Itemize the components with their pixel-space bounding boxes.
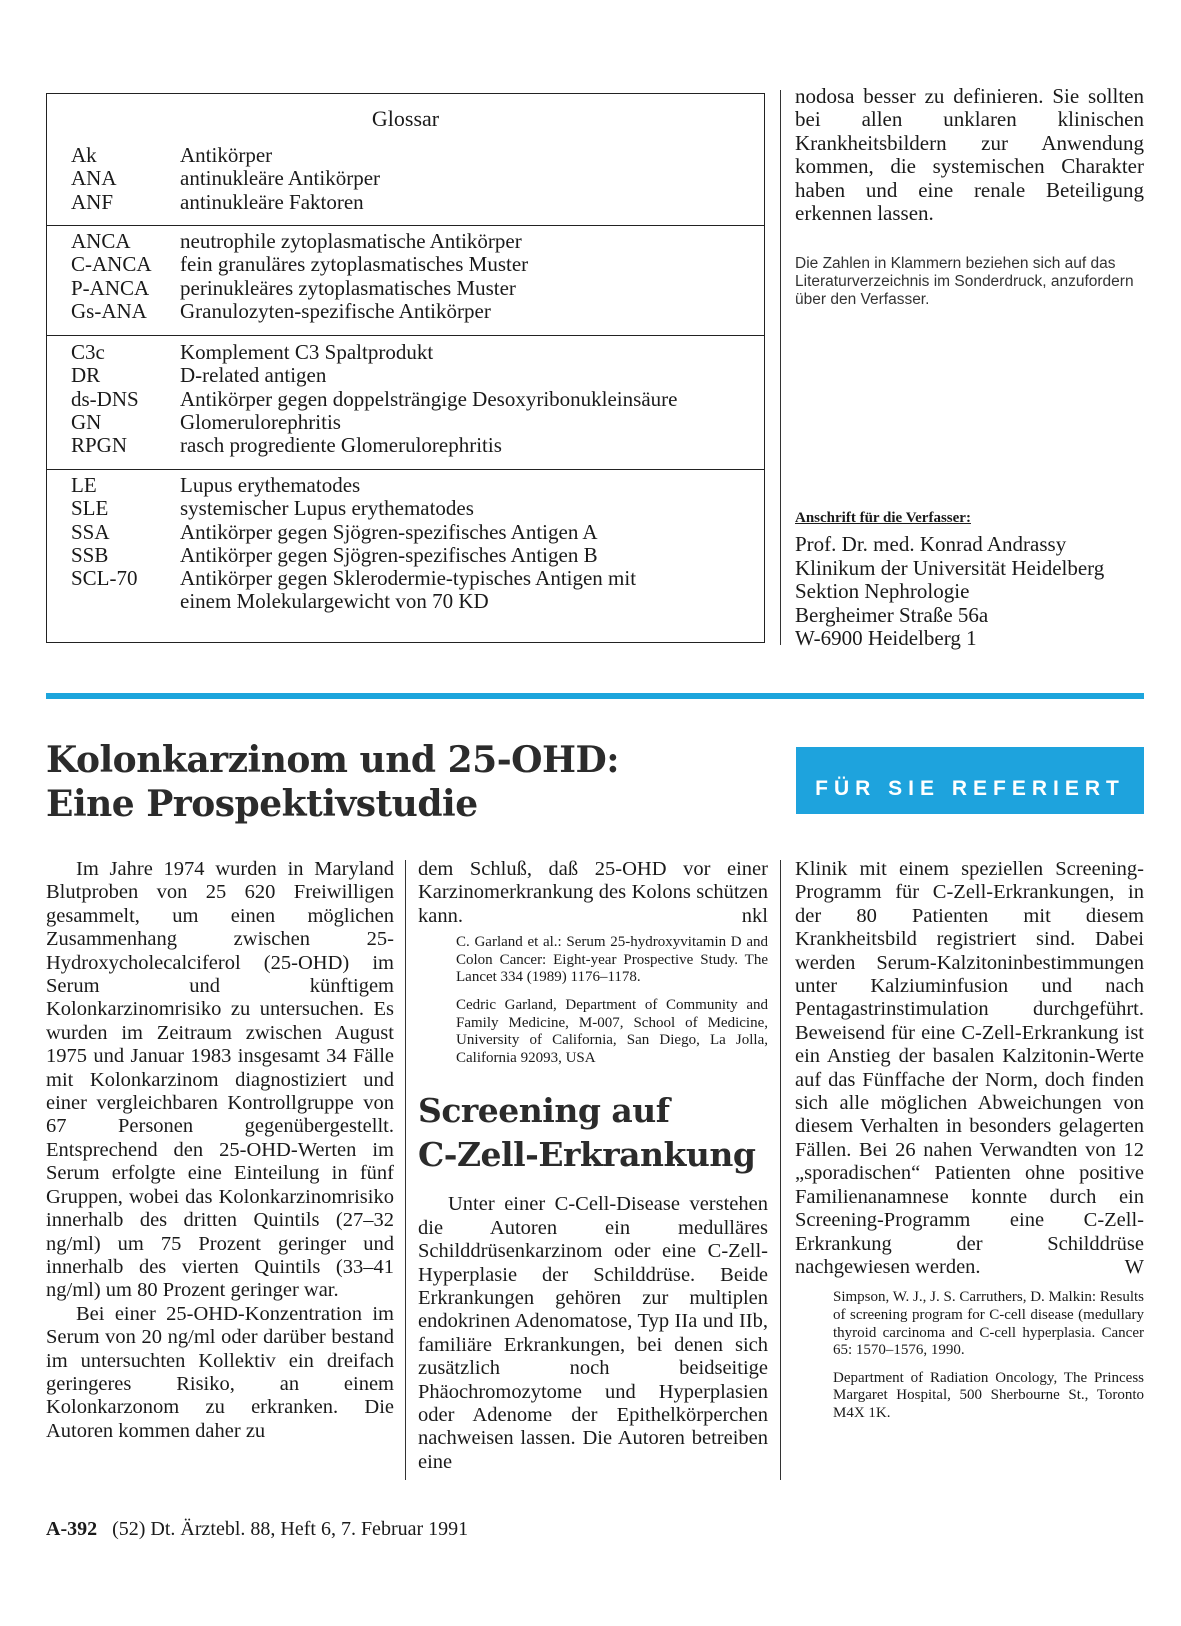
section-badge-label: FÜR SIE REFERIERT (815, 777, 1125, 800)
article-2-column-3 (795, 858, 1144, 1422)
section-divider (46, 693, 1144, 699)
glossary-def: rasch progrediente Glomerulorephritis (180, 433, 502, 458)
section-badge (796, 747, 1144, 814)
column-rule (780, 860, 781, 1480)
author-initials: W (1124, 1255, 1144, 1278)
glossary-entry (47, 300, 764, 323)
article-1-headline (46, 738, 619, 826)
author-address (795, 510, 1144, 651)
glossary-entry (47, 388, 764, 411)
glossary-entry (47, 590, 764, 613)
glossary-def: Komplement C3 Spaltprodukt (180, 340, 434, 364)
literature-note: Die Zahlen in Klammern beziehen sich auf das Literaturverzeichnis im Sonderdruck, anzufordern über den Verfasser. (795, 255, 1134, 308)
glossary-entry (47, 191, 764, 214)
continued-paragraph: nodosa besser zu definieren. Sie sollten bei allen unklaren klinischen Krankheitsbildern zur Anwendung kommen, die systemischen Charakter haben und eine renale Beteiligung erkennen lassen. (795, 84, 1144, 226)
glossary-abbr: LE (71, 473, 97, 497)
glossary-title: Glossar (371, 106, 440, 131)
address-line: W-6900 Heidelberg 1 (795, 626, 977, 650)
address-line: Sektion Nephrologie (795, 579, 970, 603)
reference-affiliation: Cedric Garland, Department of Community and Family Medicine, M-007, School of Medicine, University of California, San Diego, La Jolla, California 92093, USA (456, 997, 768, 1066)
glossary-def: perinukleäres zytoplasmatisches Muster (180, 275, 516, 300)
glossary-abbr: GN (71, 409, 102, 434)
glossary-group-3 (47, 341, 764, 457)
reference: C. Garland et al.: Serum 25-hydroxyvitamin D and Colon Cancer: Eight-year Prospective Study. The Lancet 334 (1989) 1176–1178. (456, 934, 768, 986)
article-1-column-2 (418, 858, 768, 1474)
glossary-abbr: SLE (71, 496, 109, 521)
glossary-abbr: ANCA (71, 229, 131, 253)
glossary-def: Glomerulorephritis (180, 409, 341, 434)
headline-line: Kolonkarzinom und 25-OHD: (46, 739, 620, 781)
page-number: A-392 (46, 1518, 98, 1540)
glossary-abbr: Gs-ANA (71, 298, 147, 323)
glossary-abbr: ds-DNS (71, 386, 139, 411)
glossary-entry (47, 230, 764, 253)
glossary-abbr: P-ANCA (71, 275, 150, 300)
reference-affiliation: Department of Radiation Oncology, The Princess Margaret Hospital, 500 Sherbourne St., Toronto M4X 1K. (833, 1369, 1144, 1421)
glossary-abbr: C-ANCA (71, 252, 152, 277)
glossary-abbr: SSA (71, 519, 110, 544)
glossary-abbr: ANA (71, 166, 117, 191)
body-paragraph: Bei einer 25-OHD-Konzentration im Serum von 20 ng/ml oder darüber bestand im untersuchten Kollektiv ein dreifach geringeres Risiko, an einem Kolonkarzonom zu erkranken. Die Autoren kommen daher zu (46, 1302, 394, 1442)
glossary-entry (47, 364, 764, 387)
glossary-entry (47, 521, 764, 544)
glossary-divider (47, 335, 764, 336)
article-2-headline (418, 1089, 768, 1177)
address-heading: Anschrift für die Verfasser: (795, 510, 971, 526)
glossary-entry (47, 411, 764, 434)
glossary-entry (47, 144, 764, 167)
glossary-def: systemischer Lupus erythematodes (180, 496, 474, 521)
glossary-def: Granulozyten-spezifische Antikörper (180, 298, 491, 323)
glossary-def: antinukleäre Faktoren (180, 189, 364, 214)
page-footer (46, 1518, 468, 1541)
body-paragraph: Klinik mit einem speziellen Screening-Programm für C-Zell-Erkrankungen, in der 80 Patienten mit diesem Krankheitsbild registriert sind. Dabei werden Serum-Kalzitoninbestimmungen unter Kalziuminfusion und nach Pentagastrinstimulation durchgeführt. Beweisend für eine C-Zell-Erkrankung ist ein Anstieg der basalen Kalzitonin-Werte auf das Fünffache der Norm, doch finden sich alle möglichen Abweichungen von diesem Verhalten in besonders gelagerten Fällen. Bei 26 nahen Verwandten von 12 „sporadischen“ Patienten ohne positive Familienanamnese konnte durch ein Screening-Programm eine C-Zell-Erkrankung der Schilddrüse nachgewiesen werden. (795, 858, 1144, 1278)
glossary-entry (47, 497, 764, 520)
glossary-entry (47, 567, 764, 590)
glossary-def: D-related antigen (180, 363, 327, 388)
glossary-group-4 (47, 474, 764, 614)
headline-line: C-Zell-Erkrankung (418, 1135, 756, 1175)
glossary-divider (47, 469, 764, 470)
glossary-abbr: SCL-70 (71, 566, 138, 591)
column-rule (405, 860, 406, 1480)
glossary-box (46, 93, 765, 643)
glossary-abbr: RPGN (71, 433, 128, 458)
address-line: Klinikum der Universität Heidelberg (795, 555, 1105, 580)
address-line: Prof. Dr. med. Konrad Andrassy (795, 532, 1067, 556)
glossary-def: antinukleäre Antikörper (180, 166, 381, 191)
headline-line: Eine Prospektivstudie (46, 783, 478, 825)
glossary-def: Lupus erythematodes (180, 473, 361, 497)
glossary-def: einem Molekulargewicht von 70 KD (180, 589, 489, 614)
journal-citation: (52) Dt. Ärztebl. 88, Heft 6, 7. Februar 1991 (112, 1518, 469, 1540)
body-paragraph: dem Schluß, daß 25-OHD vor einer Karzinomerkrankung des Kolons schützen kann. (418, 858, 768, 927)
glossary-entry (47, 474, 764, 497)
body-paragraph: Unter einer C-Cell-Disease verstehen die Autoren ein medulläres Schilddrüsenkarzinom oder eine C-Zell-Hyperplasie der Schilddrüse. Beide Erkrankungen gehören zur multiplen endokrinen Adenomatose, Typ IIa und IIb, familiäre Erkrankungen, bei denen sich zusätzlich noch beidseitige Phäochromozytome und Hyperplasien oder Adenome der Epithelkörperchen nachweisen lassen. Die Autoren betreiben eine (418, 1193, 768, 1473)
glossary-abbr: Ak (71, 143, 97, 167)
glossary-group-1 (47, 144, 764, 214)
glossary-def: fein granuläres zytoplasmatisches Muster (180, 252, 529, 277)
glossary-group-2 (47, 230, 764, 323)
glossary-divider (47, 225, 764, 226)
glossary-def: Antikörper gegen Sjögren-spezifisches Antigen A (180, 519, 598, 544)
glossary-entry (47, 434, 764, 457)
glossary-def: Antikörper gegen Sklerodermie-typisches Antigen mit (180, 566, 637, 591)
glossary-abbr: C3c (71, 340, 105, 364)
author-initials: nkl (741, 904, 768, 927)
glossary-entry (47, 277, 764, 300)
glossary-entry (47, 253, 764, 276)
address-line: Bergheimer Straße 56a (795, 602, 989, 627)
article-1-column-1 (46, 858, 394, 1443)
glossary-def: Antikörper gegen Sjögren-spezifisches Antigen B (180, 542, 598, 567)
glossary-abbr: ANF (71, 189, 114, 214)
glossary-entry (47, 341, 764, 364)
glossary-entry (47, 544, 764, 567)
glossary-abbr: DR (71, 363, 101, 388)
reference: Simpson, W. J., J. S. Carruthers, D. Malkin: Results of screening program for C-cell disease (medullary thyroid carcinoma and C-cell hyperplasia. Cancer 65: 1570–1576, 1990. (833, 1289, 1144, 1359)
column-rule (780, 90, 781, 645)
glossary-def: Antikörper gegen doppelsträngige Desoxyribonukleinsäure (180, 386, 678, 411)
glossary-def: neutrophile zytoplasmatische Antikörper (180, 229, 522, 253)
glossary-def: Antikörper (180, 143, 273, 167)
body-paragraph: Im Jahre 1974 wurden in Maryland Blutproben von 25 620 Freiwilligen gesammelt, um einen möglichen Zusammenhang zwischen 25-Hydroxycholecalciferol (25-OHD) im Serum und künftigem Kolonkarzinomrisiko zu untersuchen. Es wurden im Zeitraum zwischen August 1975 und Januar 1983 insgesamt 34 Fälle mit Kolonkarzinom diagnostiziert und einer vergleichbaren Kontrollgruppe von 67 Personen gegenübergestellt. Entsprechend den 25-OHD-Werten im Serum erfolgte eine Einteilung in fünf Gruppen, wobei das Kolonkarzinomrisiko innerhalb des dritten Quintils (27–32 ng/ml) um 75 Prozent geringer und innerhalb des vierten Quintils (33–41 ng/ml) um 80 Prozent geringer war. (46, 858, 394, 1302)
glossary-entry (47, 167, 764, 190)
headline-line: Screening auf (418, 1091, 670, 1131)
glossary-abbr: SSB (71, 542, 109, 567)
